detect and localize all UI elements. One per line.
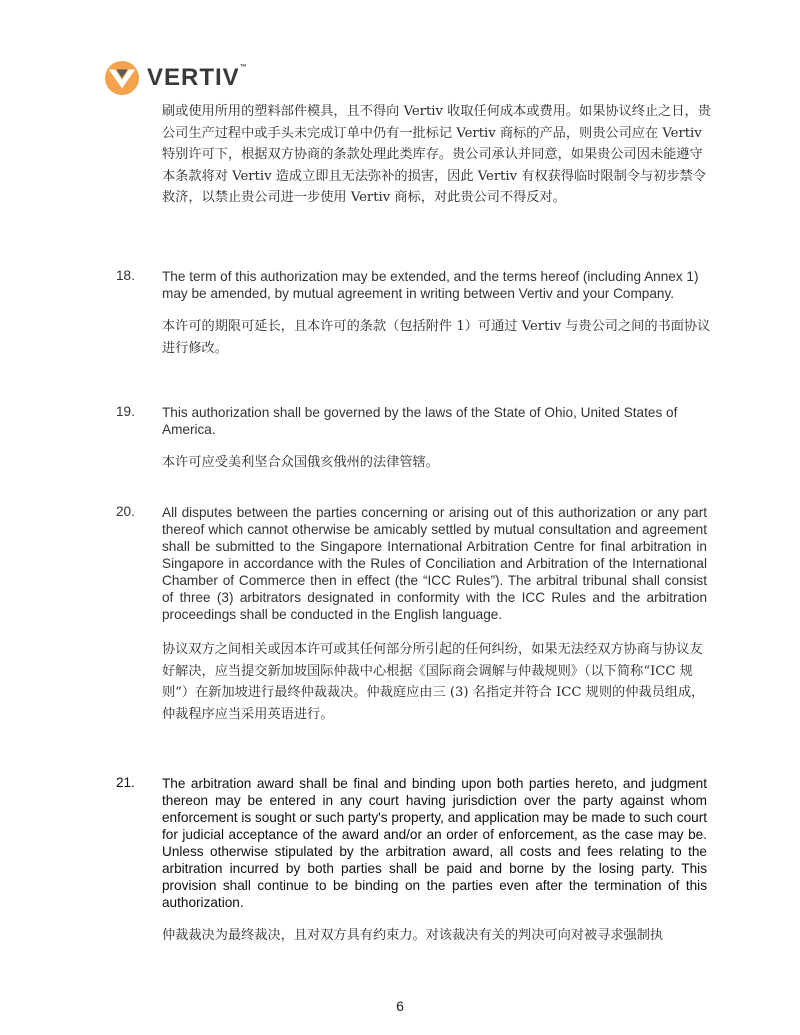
clause-18-number: 18.	[116, 268, 135, 283]
clause-19	[162, 404, 712, 474]
clause-19-number: 19.	[116, 404, 135, 419]
intro-paragraph	[162, 101, 712, 209]
clause-20-en: All disputes between the parties concerning or arising out of this authorization or any part thereof which cannot otherwise be amicably settled by mutual consultation and agreement shall be submitted to the Singapore International Arbitration Centre for final arbitration in Singapore in accordance with the Rules of Conciliation and Arbitration of the International Chamber of Commerce then in effect (the “ICC Rules”). The arbitral tribunal shall consist of three (3) arbitrators designated in conformity with the ICC Rules and the arbitration proceedings shall be conducted in the English language.	[162, 505, 707, 622]
clause-21-en: The arbitration award shall be final and binding upon both parties hereto, and judgment thereon may be entered in any court having jurisdiction over the party against whom enforcement is sought or such party's property, and application may be made to such court for judicial acceptance of the award and/or an order of enforcement, as the case may be. Unless otherwise stipulated by the arbitration award, all costs and fees relating to the arbitration incurred by both parties shall be paid and borne by the losing party. This provision shall continue to be binding on the parties even after the termination of this authorization.	[162, 776, 707, 910]
page-number: 6	[396, 998, 404, 1014]
clause-20-number: 20.	[116, 504, 135, 519]
clause-21	[162, 775, 707, 947]
vertiv-chevron-icon	[103, 60, 141, 96]
vertiv-logo	[103, 60, 248, 96]
clause-18	[162, 268, 712, 359]
clause-18-zh: 本许可的期限可延长，且本许可的条款（包括附件 1）可通过 Vertiv 与贵公司之间的书面协议进行修改。	[162, 319, 711, 356]
clause-21-zh: 仲裁裁决为最终裁决，且对双方具有约束力。对该裁决有关的判决可向对被寻求强制执	[162, 928, 664, 943]
clause-20-zh: 协议双方之间相关或因本许可或其任何部分所引起的任何纠纷，如果无法经双方协商与协议友好解决，应当提交新加坡国际仲裁中心根据《国际商会调解与仲裁规则》（以下简称“ICC 规则”）在新加坡进行最终仲裁裁决。仲裁庭应由三 (3) 名指定并符合 ICC 规则的仲裁员组成，仲裁程序应当采用英语进行。	[162, 642, 705, 722]
clause-20	[162, 504, 707, 725]
clause-18-en: The term of this authorization may be extended, and the terms hereof (including Annex 1) may be amended, by mutual agreement in writing between Vertiv and your Company.	[162, 269, 699, 301]
intro-zh-text: 刷或使用所用的塑料部件模具，且不得向 Vertiv 收取任何成本或费用。如果协议终止之日，贵公司生产过程中或手头未完成订单中仍有一批标记 Vertiv 商标的产品，则贵公司应在 Vertiv 特别许可下，根据双方协商的条款处理此类库存。贵公司承认并同意，如果贵公司因未能遵守本条款将对 Vertiv 造成立即且无法弥补的损害，因此 Vertiv 有权获得临时限制令与初步禁令救济，以禁止贵公司进一步使用 Vertiv 商标，对此贵公司不得反对。	[162, 104, 711, 205]
clause-21-number: 21.	[116, 775, 135, 790]
brand-name: VERTIV™	[147, 64, 248, 91]
clause-19-zh: 本许可应受美利坚合众国俄亥俄州的法律管辖。	[162, 455, 439, 470]
clause-19-en: This authorization shall be governed by the laws of the State of Ohio, United States of America.	[162, 405, 678, 437]
